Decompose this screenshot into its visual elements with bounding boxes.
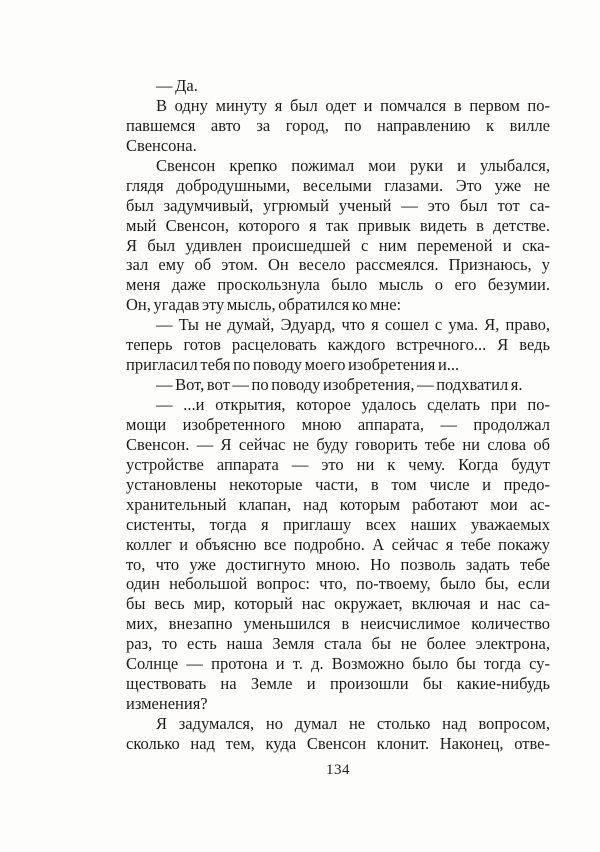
- text-line: — Вот, вот — по поводу изобретения, — подхватил я.: [156, 375, 523, 395]
- text-line: хранительный клапан, над которым работают мои ас-: [126, 494, 550, 514]
- text-line: Свенсона.: [126, 135, 197, 155]
- text-line: мый Свенсон, которого я так привык видеть в детстве.: [126, 215, 550, 235]
- text-line: пригласил тебя по поводу моего изобретения и...: [126, 355, 460, 375]
- text-line: сколько над тем, куда Свенсон клонит. Наконец, отве-: [126, 733, 550, 753]
- text-line: изменения?: [126, 694, 208, 714]
- text-line: Солнце — протона и т. д. Возможно было бы тогда су-: [126, 654, 550, 674]
- text-line: один небольшой вопрос: что, по-твоему, было бы, если: [126, 574, 550, 594]
- text-block: [126, 76, 550, 754]
- text-line: павшемся авто за город, по направлению к вилле: [126, 115, 550, 135]
- text-line: то, что уже достигнуто мною. Но позволь задать тебе: [126, 554, 550, 574]
- text-line: Он, угадав эту мысль, обратился ко мне:: [126, 295, 402, 315]
- text-line: — ...и открытия, которое удалось сделать при по-: [156, 395, 550, 414]
- text-line: раз, то есть наша Земля стала бы не более электрона,: [126, 634, 550, 654]
- text-line: зал ему об этом. Он весело рассмеялся. Признаюсь, у: [126, 255, 550, 275]
- text-line: Я задумался, но думал не столько над вопросом,: [156, 714, 550, 733]
- text-line: Свенсон крепко пожимал мои руки и улыбался,: [156, 155, 550, 175]
- text-line: установлены некоторые части, в том числе и предо-: [126, 474, 550, 494]
- text-line: ществовать на Земле и произошли бы какие-нибудь: [126, 674, 550, 694]
- text-line: мощи изобретенного мною аппарата, — продолжал: [126, 414, 550, 434]
- text-line: — Да.: [156, 76, 198, 95]
- text-line: меня даже проскользнула было мысль о его безумии.: [126, 275, 550, 295]
- text-line: глядя добродушными, веселыми глазами. Это уже не: [126, 175, 550, 195]
- text-line: — Ты не думай, Эдуард, что я сошел с ума. Я, право,: [156, 315, 550, 335]
- text-line: теперь готов расцеловать каждого встречного... Я ведь: [126, 335, 550, 355]
- text-line: был задумчивый, угрюмый ученый — это был тот са-: [126, 195, 550, 215]
- text-line: бы весь мир, который нас окружает, включая и нас са-: [126, 594, 550, 614]
- text-line: устройстве аппарата — это ни к чему. Когда будут: [126, 454, 550, 474]
- text-line: Свенсон. — Я сейчас не буду говорить тебе ни слова об: [126, 434, 550, 454]
- text-line: Я был удивлен происшедшей с ним переменой и ска-: [126, 235, 550, 255]
- text-line: систенты, тогда я приглашу всех наших уважаемых: [126, 514, 550, 534]
- page-number: 134: [326, 762, 350, 778]
- text-line: мих, внезапно уменьшился в неисчислимое количество: [126, 614, 550, 634]
- text-line: коллег и объясню все подробно. А сейчас я тебе покажу: [126, 534, 550, 554]
- text-line: В одну минуту я был одет и помчался в первом по-: [156, 95, 550, 115]
